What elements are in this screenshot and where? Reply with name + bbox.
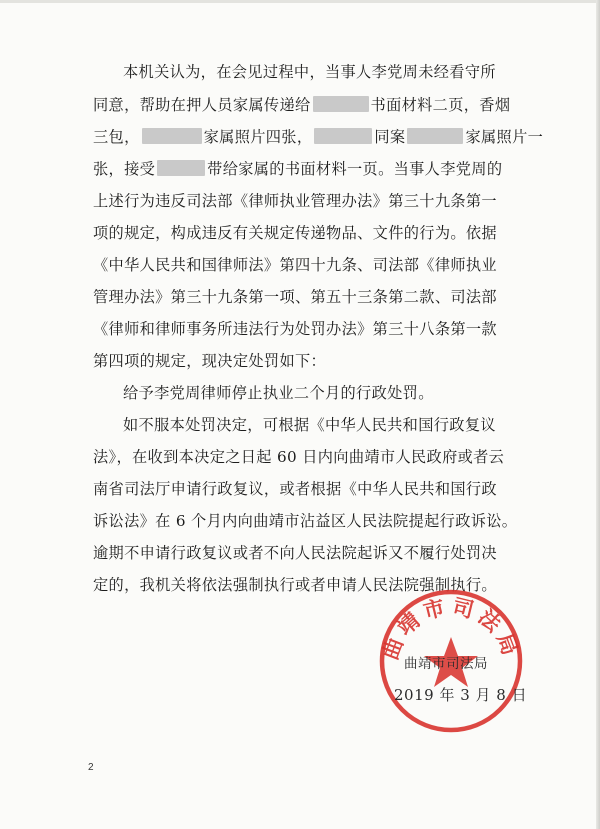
paragraph-1-line-5: 上述行为违反司法部《律师执业管理办法》第三十九条第一 [93,192,497,210]
paragraph-3-line-4: 诉讼法》在 6 个月内向曲靖市沾益区人民法院提起行政诉讼。 [93,512,518,530]
paragraph-1-line-10: 第四项的规定，现决定处罚如下： [93,352,327,370]
redaction-block [313,96,369,112]
paragraph-1-line-3 [93,124,544,150]
signature-date: 2019 年 3 月 8 日 [394,686,528,704]
paragraph-1-line-2 [93,92,513,118]
page-number: 2 [88,762,94,773]
paragraph-3-line-5: 逾期不申请行政复议或者不向人民法院起诉又不履行处罚决 [93,544,497,562]
seal-text: 曲靖市司法局 [378,594,524,663]
paragraph-1-line-8: 管理办法》第三十九条第一项、第五十三条第二款、司法部 [93,288,497,306]
text-segment: 家属照片一 [465,128,544,146]
paragraph-1-line-4 [93,156,513,182]
signature-organization: 曲靖市司法局 [404,656,488,672]
paragraph-3-line-2: 法》，在收到本决定之日起 60 日内向曲靖市人民政府或者云 [93,448,505,466]
text-segment: 给予李党周律师停止执业二个月的行政处罚。 [123,384,434,402]
redaction-block [157,160,205,176]
text-segment: 带给家属的书面材料一页。当事人李党周的 [207,160,503,178]
redaction-block [314,128,372,144]
paragraph-3-line-1 [93,412,513,438]
text-segment: 同案 [374,128,406,146]
text-segment: 三包， [93,128,140,146]
page-right-edge [596,0,600,829]
text-segment: 同意，帮助在押人员家属传递给 [93,96,311,114]
text-segment: 家属照片四张， [203,128,313,146]
paragraph-1-line-9: 《律师和律师事务所违法行为处罚办法》第三十八条第一款 [93,320,497,338]
text-segment: 张，接受 [93,160,156,178]
paragraph-2-line-1 [93,380,513,406]
paragraph-3-line-6: 定的，我机关将依法强制执行或者申请人民法院强制执行。 [93,576,497,594]
redaction-block [407,128,463,144]
text-segment: 如不服本处罚决定，可根据《中华人民共和国行政复议 [123,416,496,434]
paragraph-1-line-1 [93,59,513,85]
paragraph-3-line-3: 南省司法厅申请行政复议，或者根据《中华人民共和国行政 [93,480,497,498]
text-segment: 本机关认为，在会见过程中，当事人李党周未经看守所 [123,63,496,81]
redaction-block [142,128,202,144]
page-top-edge [0,0,600,3]
text-segment: 书面材料二页，香烟 [370,96,511,114]
paragraph-1-line-7: 《中华人民共和国律师法》第四十九条、司法部《律师执业 [93,256,497,274]
paragraph-1-line-6: 项的规定，构成违反有关规定传递物品、文件的行为。依据 [93,224,497,242]
